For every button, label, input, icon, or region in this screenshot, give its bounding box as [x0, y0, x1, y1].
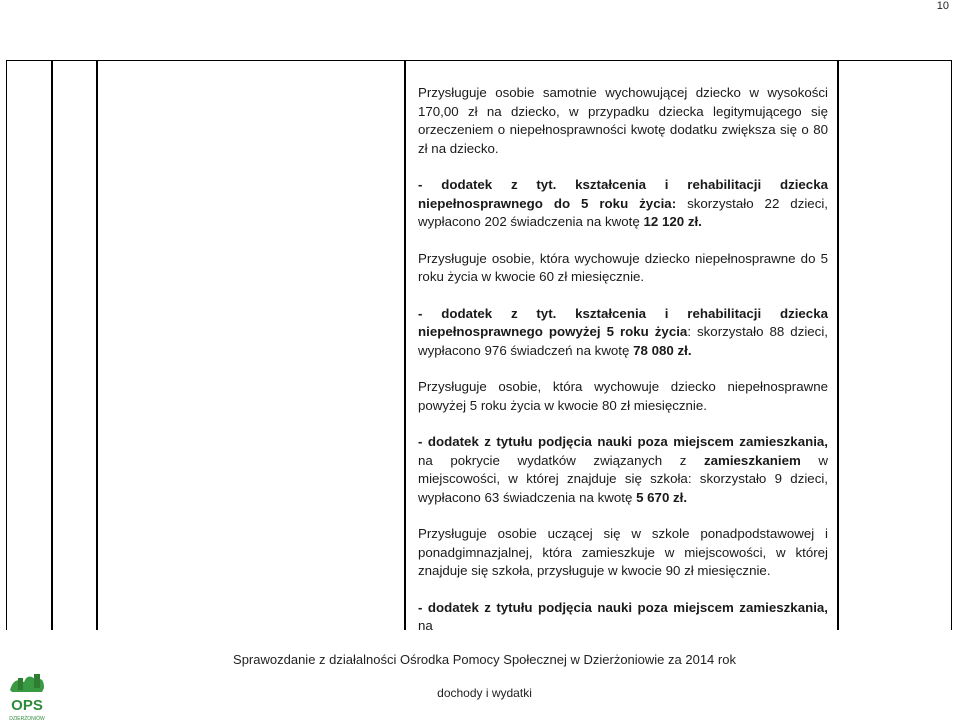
paragraph-gap	[418, 415, 828, 433]
text: Przysługuje osobie uczącej się w szkole ponadpodstawowej i ponadgimnazjalnej, która zamieszkuje w miejscowości, w której znajduje się szkoła, przysługuje w kwocie 90 zł miesięcznie.	[418, 526, 828, 578]
bold-text: - dodatek z tytułu podjęcia nauki poza miejscem zamieszkania,	[418, 599, 828, 615]
table-column-divider	[51, 61, 53, 630]
paragraph	[418, 84, 828, 158]
bold-text: - dodatek z tytułu podjęcia nauki poza miejscem zamieszkania,	[418, 434, 828, 449]
paragraph-gap	[418, 581, 828, 599]
bold-text: 12 120 zł.	[643, 214, 702, 229]
table-column-divider	[96, 61, 98, 630]
table-cell-description	[418, 84, 828, 636]
bold-text: - dodatek z tyt. kształcenia i rehabilitacji dziecka niepełnosprawnego do 5 roku życia:	[418, 177, 828, 211]
paragraph-gap	[418, 360, 828, 378]
paragraph	[418, 433, 828, 507]
table-column-divider	[837, 61, 839, 630]
table-column-divider	[404, 61, 406, 630]
paragraph-gap	[418, 507, 828, 525]
text: na	[418, 618, 433, 633]
paragraph	[418, 305, 828, 361]
text: skorzystało 22 dzieci, wypłacono 202 świadczenia na kwotę	[418, 195, 828, 229]
logo-caption: DZIERŻONIÓW	[9, 716, 45, 722]
text: Przysługuje osobie, która wychowuje dziecko niepełnosprawne powyżej 5 roku życia w kwocie 80 zł miesięcznie.	[418, 379, 828, 413]
paragraph-gap	[418, 158, 828, 176]
text: na pokrycie wydatków związanych z	[418, 452, 704, 468]
ops-logo	[4, 668, 50, 725]
bold-text: 78 080 zł.	[633, 342, 692, 358]
paragraph	[418, 176, 828, 232]
paragraph	[418, 525, 828, 581]
paragraph-gap	[418, 287, 828, 305]
footer-subtitle: dochody i wydatki	[437, 686, 532, 700]
paragraph	[418, 250, 828, 287]
page-number: 10	[936, 0, 949, 12]
text: w miejscowości, w której znajduje się szkoła: skorzystało 9 dzieci, wypłacono 63 świadczenia na kwotę	[418, 452, 828, 505]
bold-text: zamieszkaniem	[703, 452, 801, 468]
paragraph	[418, 599, 828, 636]
bold-text: 5 670 zł.	[636, 489, 688, 505]
text: Przysługuje osobie samotnie wychowującej dziecko w wysokości 170,00 zł na dziecko, w przypadku dziecka legitymującego się orzeczeniem o niepełnosprawności kwotę dodatku zwiększa się o 80 zł na dziecko.	[418, 85, 828, 156]
logo-text: OPS	[11, 697, 43, 714]
paragraph	[418, 378, 828, 415]
bold-text: - dodatek z tyt. kształcenia i rehabilitacji dziecka niepełnosprawnego powyżej 5 roku życia	[418, 305, 828, 339]
text: Przysługuje osobie, która wychowuje dziecko niepełnosprawne do 5 roku życia w kwocie 60 zł miesięcznie.	[418, 250, 828, 284]
text: : skorzystało 88 dzieci, wypłacono 976 świadczeń na kwotę	[418, 324, 828, 358]
paragraph-gap	[418, 232, 828, 250]
footer-title: Sprawozdanie z działalności Ośrodka Pomocy Społecznej w Dzierżoniowie za 2014 rok	[233, 652, 736, 667]
